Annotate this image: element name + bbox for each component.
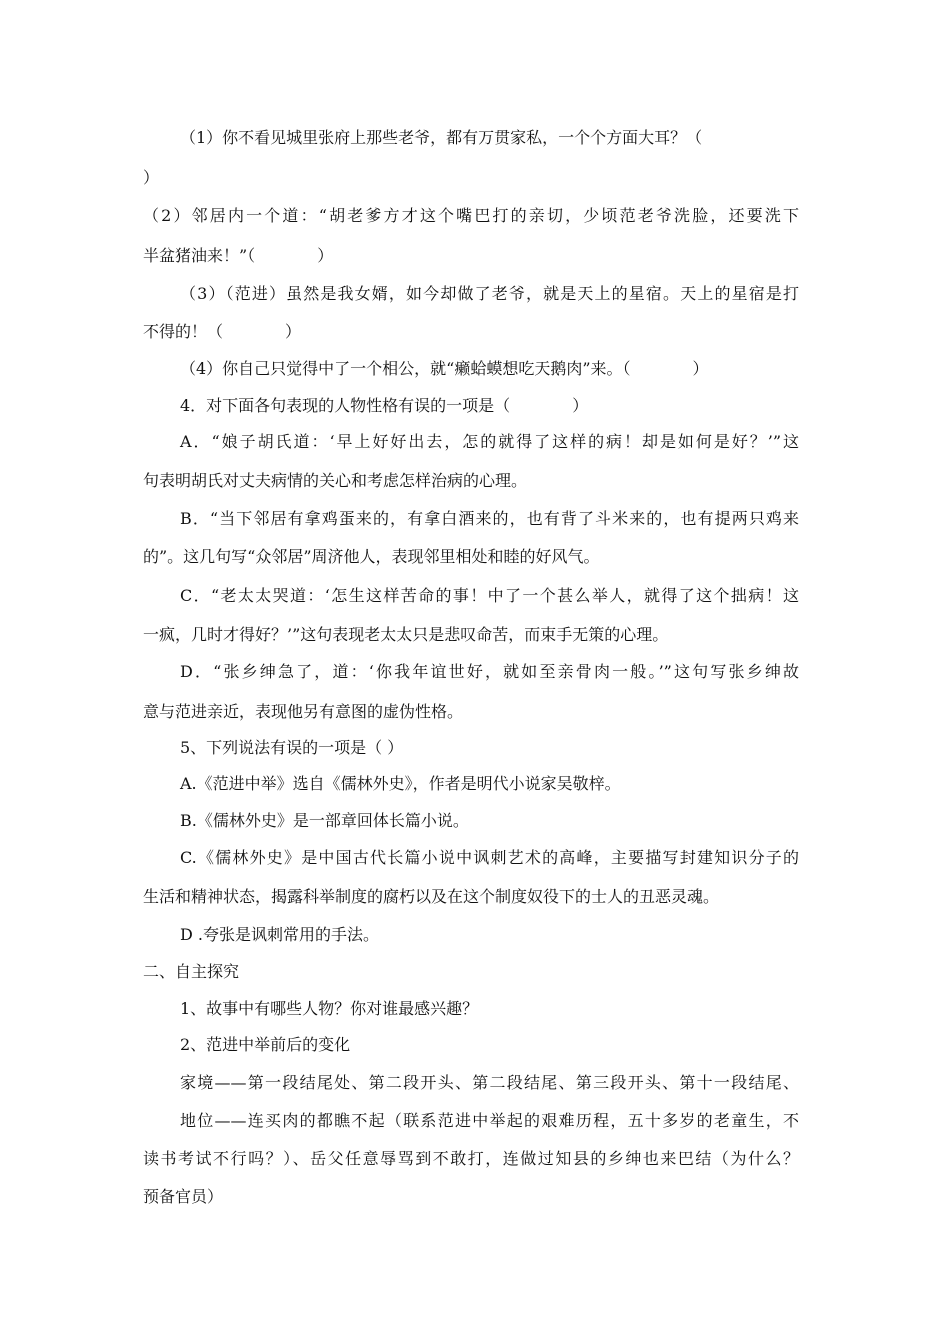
section-2-question-2: 2、范进中举前后的变化: [180, 1035, 351, 1054]
question-4-option-d-line-2: 意与范进亲近，表现他另有意图的虚伪性格。: [143, 702, 464, 721]
question-3-item-1-line-1: （1）你不看见城里张府上那些老爷，都有万贯家私，一个个方面大耳？（: [180, 128, 703, 147]
question-5-option-c-line-1: C.《儒林外史》是中国古代长篇小说中讽刺艺术的高峰，主要描写封建知识分子的: [180, 848, 799, 867]
question-5-stem: 5、下列说法有误的一项是（ ）: [180, 738, 404, 757]
question-3-item-4: [180, 358, 709, 380]
section-2-question-1: 1、故事中有哪些人物？你对谁最感兴趣？: [180, 999, 479, 1018]
question-3-item-4-close: ）: [692, 359, 709, 378]
question-3-item-3-line-1: （3）（范进）虽然是我女婿，如今却做了老爷，就是天上的星宿。天上的星宿是打: [180, 284, 799, 303]
question-3-item-4-text: （4）你自己只觉得中了一个相公，就“癞蛤蟆想吃天鹅肉”来。（: [180, 359, 631, 378]
section-2-title: 二、自主探究: [143, 962, 240, 981]
question-5-option-c-line-2: 生活和精神状态，揭露科举制度的腐朽以及在这个制度奴役下的士人的丑恶灵魂。: [143, 887, 720, 906]
question-4-option-b-line-1: B．“当下邻居有拿鸡蛋来的，有拿白酒来的，也有背了斗米来的，也有提两只鸡来: [180, 509, 799, 528]
question-3-item-2-close: ）: [317, 246, 334, 265]
question-3-item-2-text: 半盆猪油来！”（: [143, 246, 256, 265]
question-3-item-3-text: 不得的！（: [143, 322, 224, 341]
question-3-item-2-line-1: （2）邻居内一个道：“胡老爹方才这个嘴巴打的亲切，少顷范老爷洗脸，还要洗下: [143, 206, 799, 225]
question-4-option-a-line-2: 句表明胡氏对丈夫病情的关心和考虑怎样治病的心理。: [143, 471, 528, 490]
question-5-option-a: A.《范进中举》选自《儒林外史》，作者是明代小说家吴敬梓。: [180, 774, 621, 793]
question-4-stem-close: ）: [572, 396, 589, 415]
question-5-option-d: D .夸张是讽刺常用的手法。: [180, 925, 380, 944]
question-4-option-b-line-2: 的”。这几句写“众邻居”周济他人，表现邻里相处和睦的好风气。: [143, 547, 600, 566]
question-5-option-b: B.《儒林外史》是一部章回体长篇小说。: [180, 811, 469, 830]
question-3-item-1-line-2: ）: [143, 168, 160, 187]
question-4-stem: [180, 395, 588, 417]
question-4-option-c-line-1: C．“老太太哭道：‘怎生这样苦命的事！中了一个甚么举人，就得了这个拙病！这: [180, 586, 799, 605]
family-situation-line: 家境——第一段结尾处、第二段开头、第二段结尾、第三段开头、第十一段结尾、: [180, 1073, 799, 1092]
question-4-option-d-line-1: D．“张乡绅急了，道：‘你我年谊世好，就如至亲骨肉一般。’”这句写张乡绅故: [180, 662, 799, 681]
status-line-3: 预备官员）: [143, 1187, 224, 1206]
question-4-option-c-line-2: 一疯，几时才得好？’”这句表现老太太只是悲叹命苦，而束手无策的心理。: [143, 625, 669, 644]
status-line-2: 读书考试不行吗？）、岳父任意辱骂到不敢打，连做过知县的乡绅也来巴结（为什么？: [143, 1149, 799, 1168]
status-line-1: 地位——连买肉的都瞧不起（联系范进中举起的艰难历程，五十多岁的老童生，不: [180, 1111, 799, 1130]
question-3-item-3-line-2: [143, 321, 301, 343]
question-3-item-2-line-2: [143, 245, 333, 267]
question-4-stem-text: 4．对下面各句表现的人物性格有误的一项是（: [180, 396, 511, 415]
question-4-option-a-line-1: A．“娘子胡氏道：‘早上好好出去，怎的就得了这样的病！却是如何是好？’”这: [180, 432, 799, 451]
question-3-item-3-close: ）: [285, 322, 302, 341]
